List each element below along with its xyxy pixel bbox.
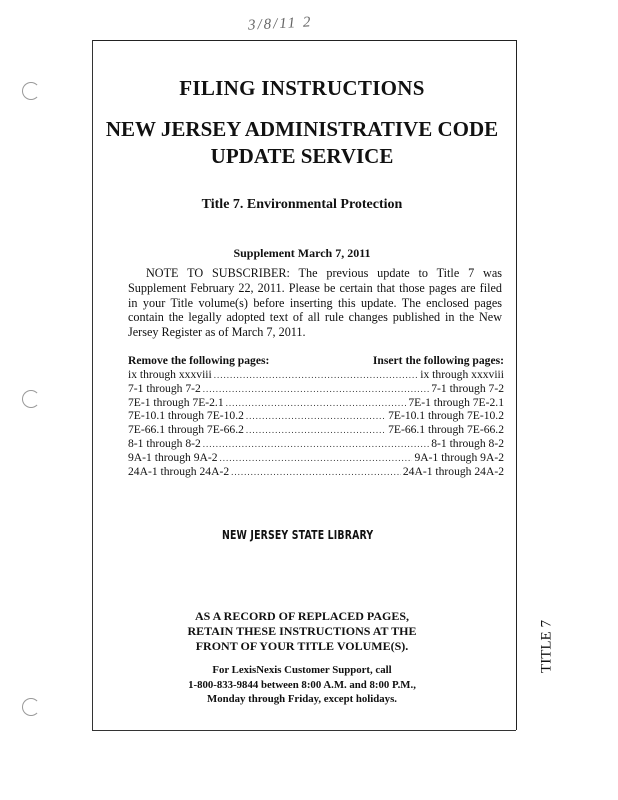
table-row — [128, 409, 504, 423]
insert-header: Insert the following pages: — [372, 354, 504, 367]
remove-range: 9A-1 through 9A-2 — [128, 450, 218, 464]
pages-table — [128, 354, 504, 478]
library-stamp: NEW JERSEY STATE LIBRARY — [222, 528, 374, 542]
punch-hole-icon — [22, 698, 40, 716]
frame-top-border — [92, 40, 516, 41]
table-row — [128, 382, 504, 396]
leader-dots — [231, 466, 401, 480]
service-title — [92, 116, 512, 170]
remove-header: Remove the following pages: — [128, 354, 270, 367]
subscriber-note-text: NOTE TO SUBSCRIBER: The previous update to Title 7 was Supplement February 22, 2011. Please be certain that those pages are filed in your Title volume(s) before inserting this update. The enclosed pages contain the legally adopted text of all rule changes published in the New Jersey Register as of March 7, 2011. — [128, 266, 502, 340]
table-row — [128, 451, 504, 465]
remove-range: 24A-1 through 24A-2 — [128, 464, 230, 478]
remove-range: 7E-66.1 through 7E-66.2 — [128, 423, 244, 437]
frame-bottom-border — [92, 730, 516, 731]
pages-table-header — [128, 354, 504, 368]
table-row — [128, 437, 504, 451]
leader-dots — [246, 410, 386, 424]
record-notice-line2: RETAIN THESE INSTRUCTIONS AT THE — [187, 624, 417, 638]
insert-range: 7E-1 through 7E-2.1 — [408, 395, 504, 409]
title-subtitle: Title 7. Environmental Protection — [201, 197, 403, 212]
remove-range: 7E-10.1 through 7E-10.2 — [128, 409, 244, 423]
table-row — [128, 423, 504, 437]
service-title-line2: UPDATE SERVICE — [210, 144, 394, 168]
remove-range: ix through xxxviii — [128, 368, 212, 381]
insert-range: 9A-1 through 9A-2 — [414, 450, 504, 464]
insert-range: 7E-66.1 through 7E-66.2 — [388, 423, 504, 437]
support-line3: Monday through Friday, except holidays. — [207, 693, 397, 705]
subscriber-note — [128, 266, 502, 340]
leader-dots — [203, 383, 429, 397]
remove-range: 7E-1 through 7E-2.1 — [128, 395, 224, 409]
supplement-date: Supplement March 7, 2011 — [233, 246, 371, 260]
handwritten-note: 3/8/11 2 — [247, 14, 313, 34]
support-line2: 1-800-833-9844 between 8:00 A.M. and 8:00 P.M., — [188, 678, 416, 691]
title-tab-label: TITLE 7 — [538, 620, 555, 673]
support-line1: For LexisNexis Customer Support, call — [212, 664, 392, 676]
insert-range: 24A-1 through 24A-2 — [402, 464, 504, 478]
insert-range: 8-1 through 8-2 — [431, 436, 504, 450]
leader-dots — [203, 438, 429, 452]
leader-dots — [246, 424, 386, 438]
record-notice — [92, 609, 512, 654]
page-title: FILING INSTRUCTIONS — [179, 76, 425, 100]
remove-range: 7-1 through 7-2 — [128, 381, 201, 395]
record-notice-line3: FRONT OF YOUR TITLE VOLUME(S). — [195, 639, 409, 653]
insert-range: ix through xxxviii — [420, 368, 504, 381]
insert-range: 7E-10.1 through 7E-10.2 — [388, 409, 504, 423]
table-row — [128, 465, 504, 479]
frame-right-border — [516, 40, 517, 730]
table-row — [128, 396, 504, 410]
record-notice-line1: AS A RECORD OF REPLACED PAGES, — [194, 609, 410, 623]
service-title-line1: NEW JERSEY ADMINISTRATIVE CODE — [105, 117, 499, 141]
punch-hole-icon — [22, 82, 40, 100]
insert-range: 7-1 through 7-2 — [431, 381, 504, 395]
punch-hole-icon — [22, 390, 40, 408]
customer-support — [92, 663, 512, 707]
leader-dots — [226, 397, 407, 411]
leader-dots — [220, 452, 413, 466]
table-row — [128, 368, 504, 382]
leader-dots — [214, 369, 419, 383]
remove-range: 8-1 through 8-2 — [128, 436, 201, 450]
